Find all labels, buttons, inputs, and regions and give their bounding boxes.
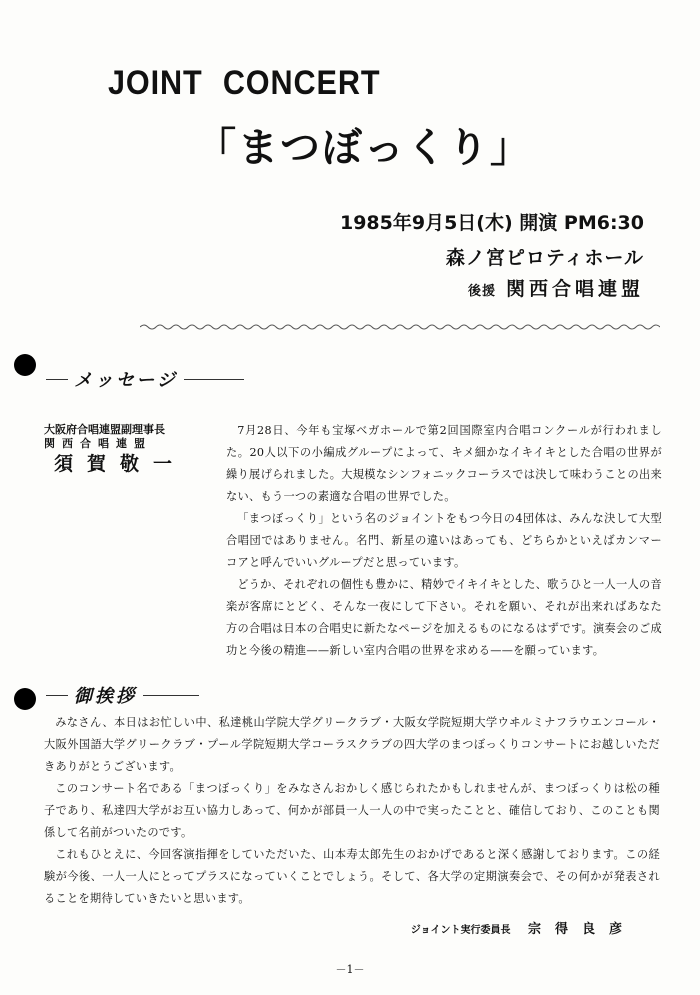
author-name: 須賀敬一: [54, 453, 187, 475]
signature-name: 宗得良彦: [527, 922, 636, 937]
greeting-heading-label: 御挨拶: [74, 686, 137, 707]
greeting-signature: [411, 918, 636, 937]
greeting-paragraph: このコンサート名である「まつぼっくり」をみなさんおかしく感じられたかもしれませんが、まつぼっくりは松の種子であり、私達四大学がお互い協力しあって、何かが部員一人一人の中で実ったことと、確信しており、このことも関係して名前がついたのです。: [44, 782, 660, 839]
author-title-1: 大阪府合唱連盟副理事長: [44, 423, 165, 436]
event-sponsor: [468, 274, 644, 301]
greeting-heading: [46, 682, 199, 708]
signature-title: ジョイント実行委員長: [410, 925, 511, 936]
binder-hole-top: [14, 354, 36, 376]
message-body: [226, 420, 662, 662]
message-author: [44, 423, 214, 475]
heading-dash-right: [143, 695, 199, 696]
event-venue: 森ノ宮ピロティホール: [445, 247, 644, 269]
message-paragraph: 「まつぼっくり」という名のジョイントをもつ今日の4団体は、みんな決して大型合唱団ではありません。名門、新星の違いはあっても、どちらかといえばカンマーコアと呼んでいいグループだと思っています。: [226, 512, 662, 569]
message-heading-label: メッセージ: [74, 370, 178, 391]
concert-title-en: JOINT CONCERT: [108, 64, 381, 102]
greeting-paragraph: みなさん、本日はお忙しい中、私達桃山学院大学グリークラブ・大阪女学院短期大学ウヰルミナフラウエンコール・大阪外国語大学グリークラブ・プール学院短期大学コーラスクラブの四大学のまつぼっくりコンサートにお越しいただきありがとうございます。: [44, 716, 660, 773]
greeting-paragraph: これもひとえに、今回客演指揮をしていただいた、山本寿太郎先生のおかげであると深く感謝しております。この経験が今後、一人一人にとってプラスになっていくことでしょう。そして、各大学の定期演奏会で、その何かが発表されることを期待していきたいと思います。: [44, 848, 660, 905]
message-heading: [46, 366, 244, 392]
event-date-time: 1985年9月5日(木) 開演 PM6:30: [339, 212, 644, 234]
sponsor-name: 関西合唱連盟: [505, 278, 644, 300]
message-paragraph: 7月28日、今年も宝塚ベガホールで第2回国際室内合唱コンクールが行われました。20人以下の小編成グループによって、キメ細かなイキイキとした合唱の世界が繰り展げられました。大規模なシンフォニックコーラスでは決して味わうことの出来ない、もう一つの素適な合唱の世界でした。: [226, 424, 662, 503]
wavy-divider: [140, 322, 660, 332]
binder-hole-bottom: [14, 688, 36, 710]
heading-dash-right: [184, 379, 244, 380]
page-number: －1－: [335, 963, 365, 976]
concert-title-jp: 「まつぼっくり」: [196, 125, 532, 171]
author-title-2: 関西合唱連盟: [44, 437, 152, 450]
sponsor-prefix: 後援: [467, 284, 496, 299]
heading-dash-left: [46, 695, 68, 696]
heading-dash-left: [46, 379, 68, 380]
greeting-body: [44, 712, 660, 910]
message-paragraph: どうか、それぞれの個性も豊かに、精妙でイキイキとした、歌うひと一人一人の音楽が客席にとどく、そんな一夜にして下さい。それを願い、それが出来ればあなた方の合唱は日本の合唱史に新たなページを加えるものになるはずです。演奏会のご成功と今後の精進——新しい室内合唱の世界を求める——を願っています。: [226, 578, 662, 657]
